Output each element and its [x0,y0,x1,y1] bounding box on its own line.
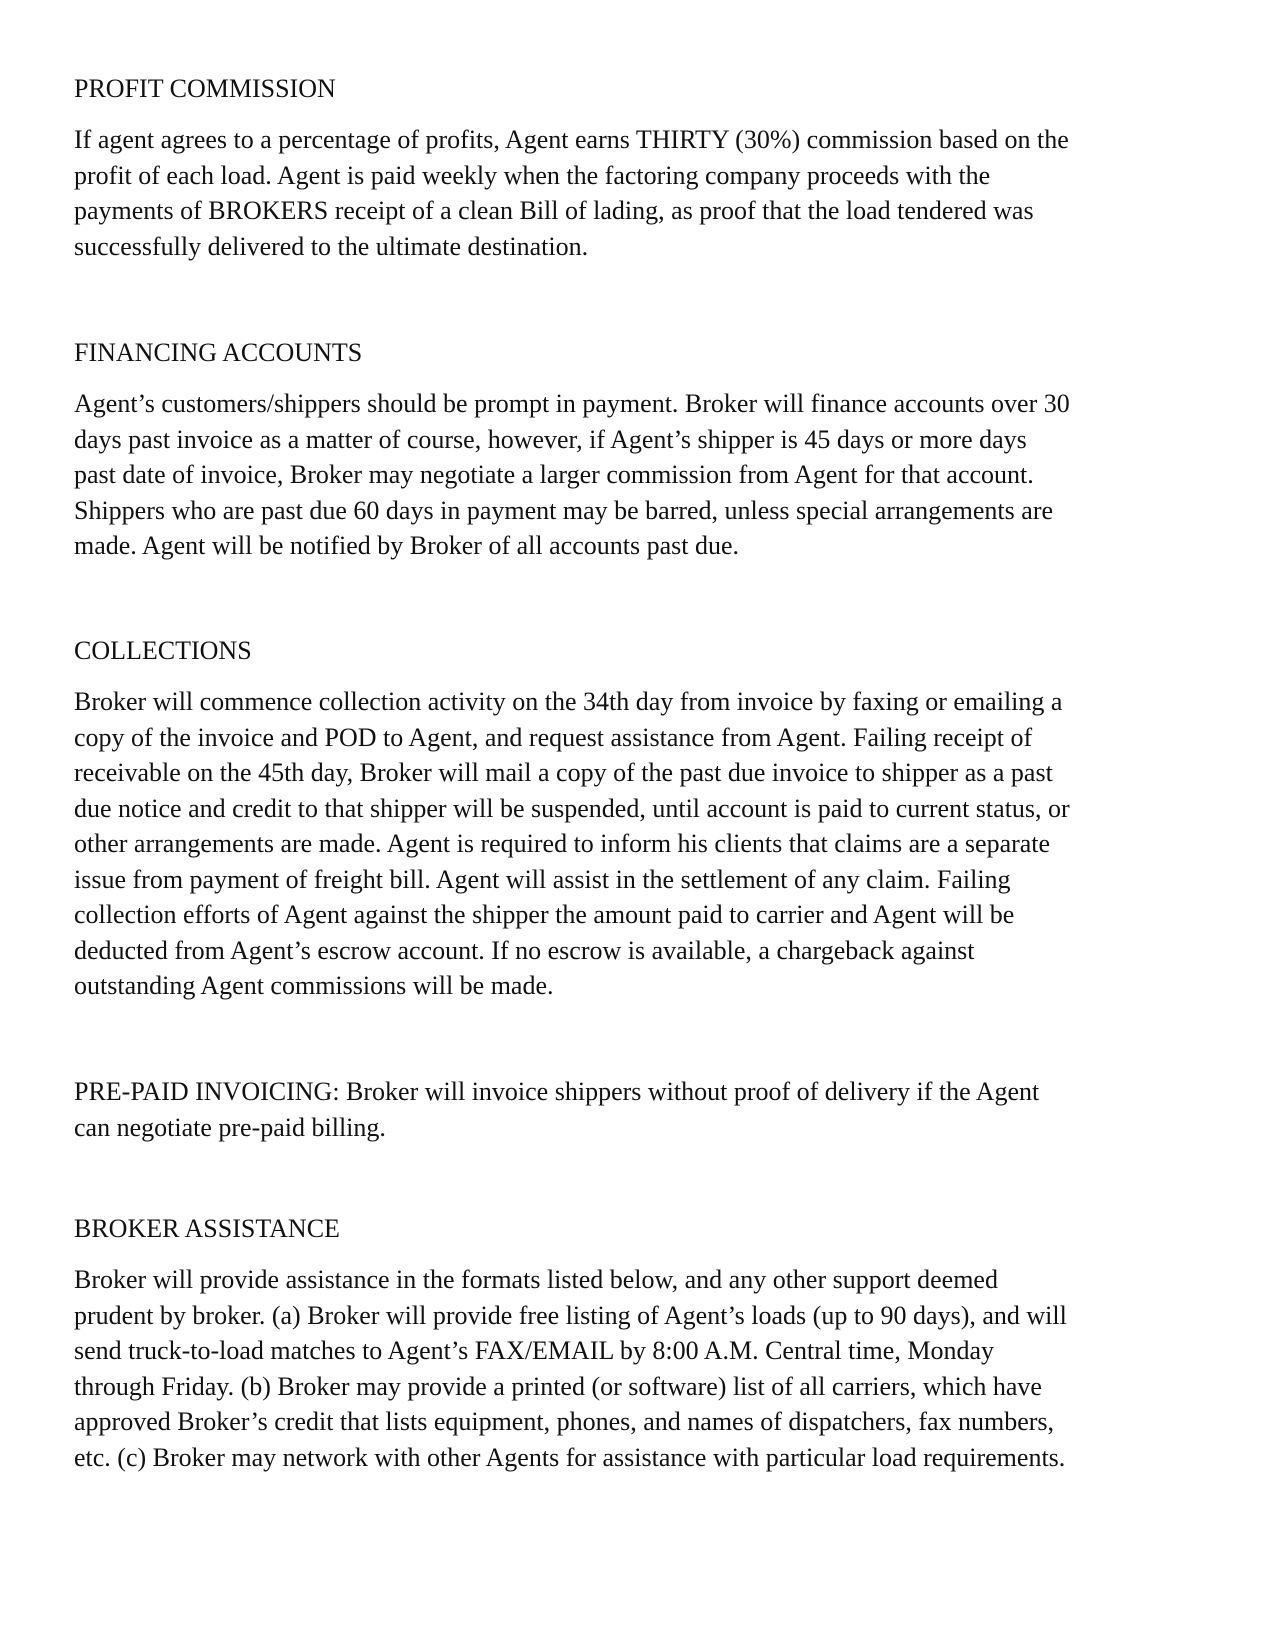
text-line: Agent’s customers/shippers should be prompt in payment. Broker will finance accounts over 30 [74,389,1070,418]
text-line: PRE-PAID INVOICING: Broker will invoice shippers without proof of delivery if the Agent [74,1077,1040,1106]
paragraph-financing-accounts [74,386,1214,564]
text-line: days past invoice as a matter of course, however, if Agent’s shipper is 45 days or more days [74,424,1027,454]
text-line: issue from payment of freight bill. Agent will assist in the settlement of any claim. Failing [74,864,1011,894]
paragraph-broker-assistance [74,1262,1214,1475]
heading-profit-commission: PROFIT COMMISSION [74,74,336,103]
text-line: send truck-to-load matches to Agent’s FAX/EMAIL by 8:00 A.M. Central time, Monday [74,1336,994,1365]
heading-collections: COLLECTIONS [74,636,252,665]
paragraph-collections [74,684,1214,1004]
heading-broker-assistance: BROKER ASSISTANCE [74,1214,340,1243]
text-line: due notice and credit to that shipper will be suspended, until account is paid to current status, or [74,793,1070,823]
text-line: payments of BROKERS receipt of a clean Bill of lading, as proof that the load tendered was [74,196,1034,225]
text-line: etc. (c) Broker may network with other Agents for assistance with particular load requirements. [74,1442,1066,1472]
paragraph-prepaid-invoicing [74,1074,1214,1145]
text-line: made. Agent will be notified by Broker of all accounts past due. [74,531,739,560]
text-line: prudent by broker. (a) Broker will provide free listing of Agent’s loads (up to 90 days), and will [74,1300,1067,1330]
text-line: approved Broker’s credit that lists equipment, phones, and names of dispatchers, fax numbers, [74,1407,1055,1436]
heading-financing-accounts: FINANCING ACCOUNTS [74,338,363,367]
text-line: past date of invoice, Broker may negotiate a larger commission from Agent for that account. [74,460,1034,489]
text-line: deducted from Agent’s escrow account. If no escrow is available, a chargeback against [74,935,975,965]
text-line: other arrangements are made. Agent is required to inform his clients that claims are a separate [74,829,1051,858]
text-line: If agent agrees to a percentage of profits, Agent earns THIRTY (30%) commission based on the [74,125,1069,154]
text-line: through Friday. (b) Broker may provide a printed (or software) list of all carriers, which have [74,1371,1042,1401]
text-line: collection efforts of Agent against the shipper the amount paid to carrier and Agent will be [74,900,1015,929]
text-line: Broker will provide assistance in the formats listed below, and any other support deemed [74,1265,998,1294]
text-line: outstanding Agent commissions will be made. [74,971,554,1000]
text-line: copy of the invoice and POD to Agent, and request assistance from Agent. Failing receipt of [74,722,1033,752]
text-line: Broker will commence collection activity on the 34th day from invoice by faxing or emailing a [74,687,1063,716]
text-line: receivable on the 45th day, Broker will mail a copy of the past due invoice to shipper as a past [74,758,1053,787]
text-line: profit of each load. Agent is paid weekly when the factoring company proceeds with the [74,160,991,190]
text-line: successfully delivered to the ultimate destination. [74,231,589,261]
text-line: Shippers who are past due 60 days in payment may be barred, unless special arrangements are [74,495,1054,525]
paragraph-profit-commission [74,122,1214,264]
text-line: can negotiate pre-paid billing. [74,1112,386,1142]
